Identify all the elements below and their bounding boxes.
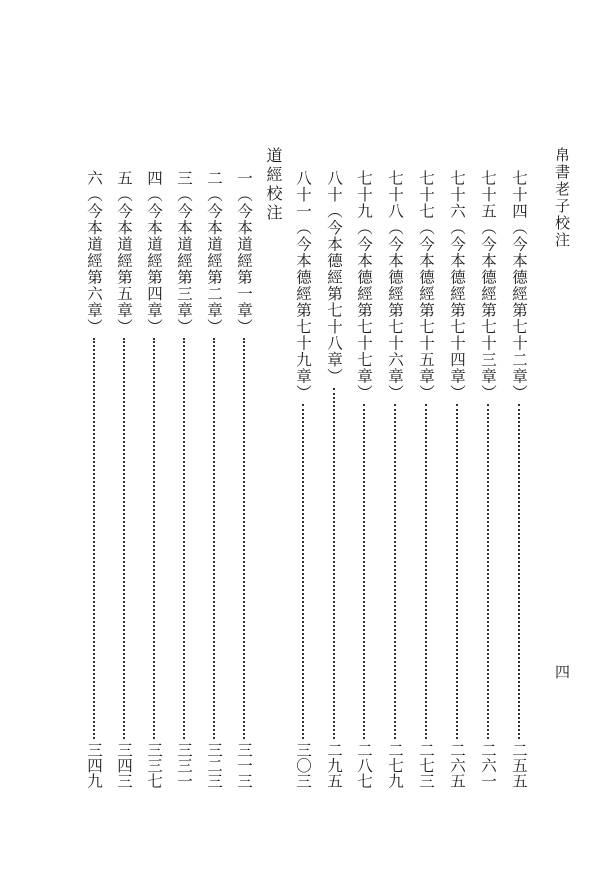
- toc-entry-page: 二九五: [325, 741, 343, 788]
- toc-entry-76[interactable]: [446, 170, 468, 788]
- toc-entry-title: 七十五（今本德經第七十三章）: [479, 170, 497, 401]
- dot-leader: [518, 404, 520, 739]
- toc-entry-page: 二七三: [417, 741, 435, 788]
- dot-leader: [153, 338, 155, 739]
- toc-entry-79[interactable]: [353, 170, 375, 788]
- toc-entry-4[interactable]: [143, 170, 165, 788]
- toc-entry-title: 八十一（今本德經第七十九章）: [294, 170, 312, 401]
- dot-leader: [394, 404, 396, 739]
- dot-leader: [183, 338, 185, 739]
- toc-entry-80[interactable]: [323, 170, 345, 788]
- toc-entry-page: 三〇三: [294, 741, 312, 788]
- toc-entry-81[interactable]: [292, 170, 314, 788]
- toc-entry-title: 八十（今本德經第七十八章）: [325, 170, 343, 385]
- toc-entry-page: 三二三: [205, 741, 223, 788]
- toc-entry-title: 七十四（今本德經第七十二章）: [510, 170, 528, 401]
- toc-entry-page: 三一三: [235, 741, 253, 788]
- toc-entry-3[interactable]: [173, 170, 195, 788]
- toc-entry-page: 二六一: [479, 741, 497, 788]
- toc-entry-5[interactable]: [113, 170, 135, 788]
- toc-entry-1[interactable]: [233, 170, 255, 788]
- toc-entry-title: 七十六（今本德經第七十四章）: [448, 170, 466, 401]
- toc-entry-page: 二七九: [386, 741, 404, 788]
- section-title: 道經校注: [264, 147, 283, 223]
- toc-entry-page: 三四九: [85, 741, 103, 788]
- toc-entry-6[interactable]: [83, 170, 105, 788]
- toc-entry-title: 六（今本道經第六章）: [85, 170, 103, 335]
- toc-entry-74[interactable]: [508, 170, 530, 788]
- dot-leader: [487, 404, 489, 739]
- toc-entry-title: 七十九（今本德經第七十七章）: [355, 170, 373, 401]
- toc-entry-title: 七十七（今本德經第七十五章）: [417, 170, 435, 401]
- folio-number: 四: [553, 664, 571, 681]
- dot-leader: [243, 338, 245, 739]
- toc-entry-78[interactable]: [384, 170, 406, 788]
- toc-entry-title: 二（今本道經第二章）: [205, 170, 223, 335]
- dot-leader: [213, 338, 215, 739]
- toc-entry-page: 三三七: [145, 741, 163, 788]
- dot-leader: [123, 338, 125, 739]
- running-head: 帛書老子校注: [553, 147, 571, 249]
- toc-entry-title: 四（今本道經第四章）: [145, 170, 163, 335]
- dot-leader: [456, 404, 458, 739]
- toc-entry-page: 三四三: [115, 741, 133, 788]
- toc-entry-title: 五（今本道經第五章）: [115, 170, 133, 335]
- toc-entry-77[interactable]: [415, 170, 437, 788]
- toc-entry-title: 七十八（今本德經第七十六章）: [386, 170, 404, 401]
- toc-entry-75[interactable]: [477, 170, 499, 788]
- toc-entry-title: 三（今本道經第三章）: [175, 170, 193, 335]
- dot-leader: [363, 404, 365, 739]
- toc-entry-title: 一（今本道經第一章）: [235, 170, 253, 335]
- toc-entry-2[interactable]: [203, 170, 225, 788]
- toc-entry-page: 二八七: [355, 741, 373, 788]
- toc-entry-page: 二五五: [510, 741, 528, 788]
- toc-entry-page: 二六五: [448, 741, 466, 788]
- dot-leader: [302, 404, 304, 739]
- toc-entry-page: 三三一: [175, 741, 193, 788]
- dot-leader: [425, 404, 427, 739]
- dot-leader: [333, 388, 335, 739]
- dot-leader: [93, 338, 95, 739]
